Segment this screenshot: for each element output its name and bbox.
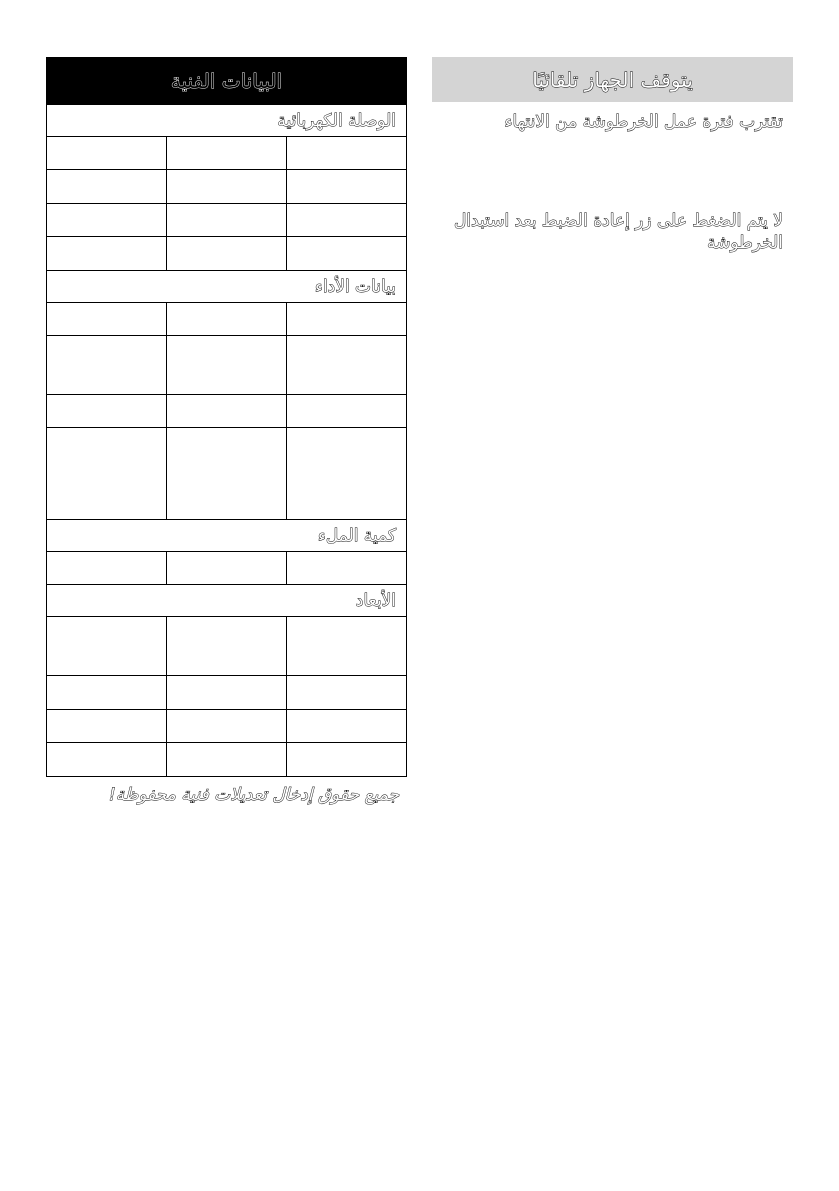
auto-shutoff-header bbox=[432, 57, 793, 102]
table-row bbox=[47, 676, 407, 710]
table-row bbox=[47, 303, 407, 336]
table-row bbox=[47, 617, 407, 676]
table-row bbox=[47, 710, 407, 743]
table-row bbox=[47, 137, 407, 170]
table-row bbox=[47, 170, 407, 204]
cartridge-expiry-note: تقترب فترة عمل الخرطوشة من الانتهاء bbox=[504, 112, 783, 132]
section-dimensions: الأبعاد bbox=[47, 585, 407, 617]
table-row bbox=[47, 552, 407, 585]
table-row bbox=[47, 428, 407, 520]
table-row bbox=[47, 204, 407, 237]
technical-data-header bbox=[46, 57, 407, 104]
technical-data-panel bbox=[46, 57, 407, 777]
section-electrical-connection: الوصلة الكهربائية bbox=[47, 105, 407, 137]
table-row bbox=[47, 395, 407, 428]
auto-shutoff-title: يتوقف الجهاز تلقائيًا bbox=[532, 67, 693, 92]
section-fill-quantity: كمية الملء bbox=[47, 520, 407, 552]
footer-rights-note: جميع حقوق إدخال تعديلات فنية محفوظة! bbox=[108, 785, 399, 805]
auto-shutoff-panel bbox=[432, 57, 793, 254]
reset-button-note: لا يتم الضغط على زر إعادة الضبط بعد استبدال الخرطوشة bbox=[454, 211, 783, 253]
technical-data-title: البيانات الفنية bbox=[170, 68, 283, 93]
technical-data-table bbox=[46, 104, 407, 777]
table-row bbox=[47, 743, 407, 777]
table-row bbox=[47, 237, 407, 271]
table-row bbox=[47, 336, 407, 395]
section-performance-data: بيانات الأداء bbox=[47, 271, 407, 303]
